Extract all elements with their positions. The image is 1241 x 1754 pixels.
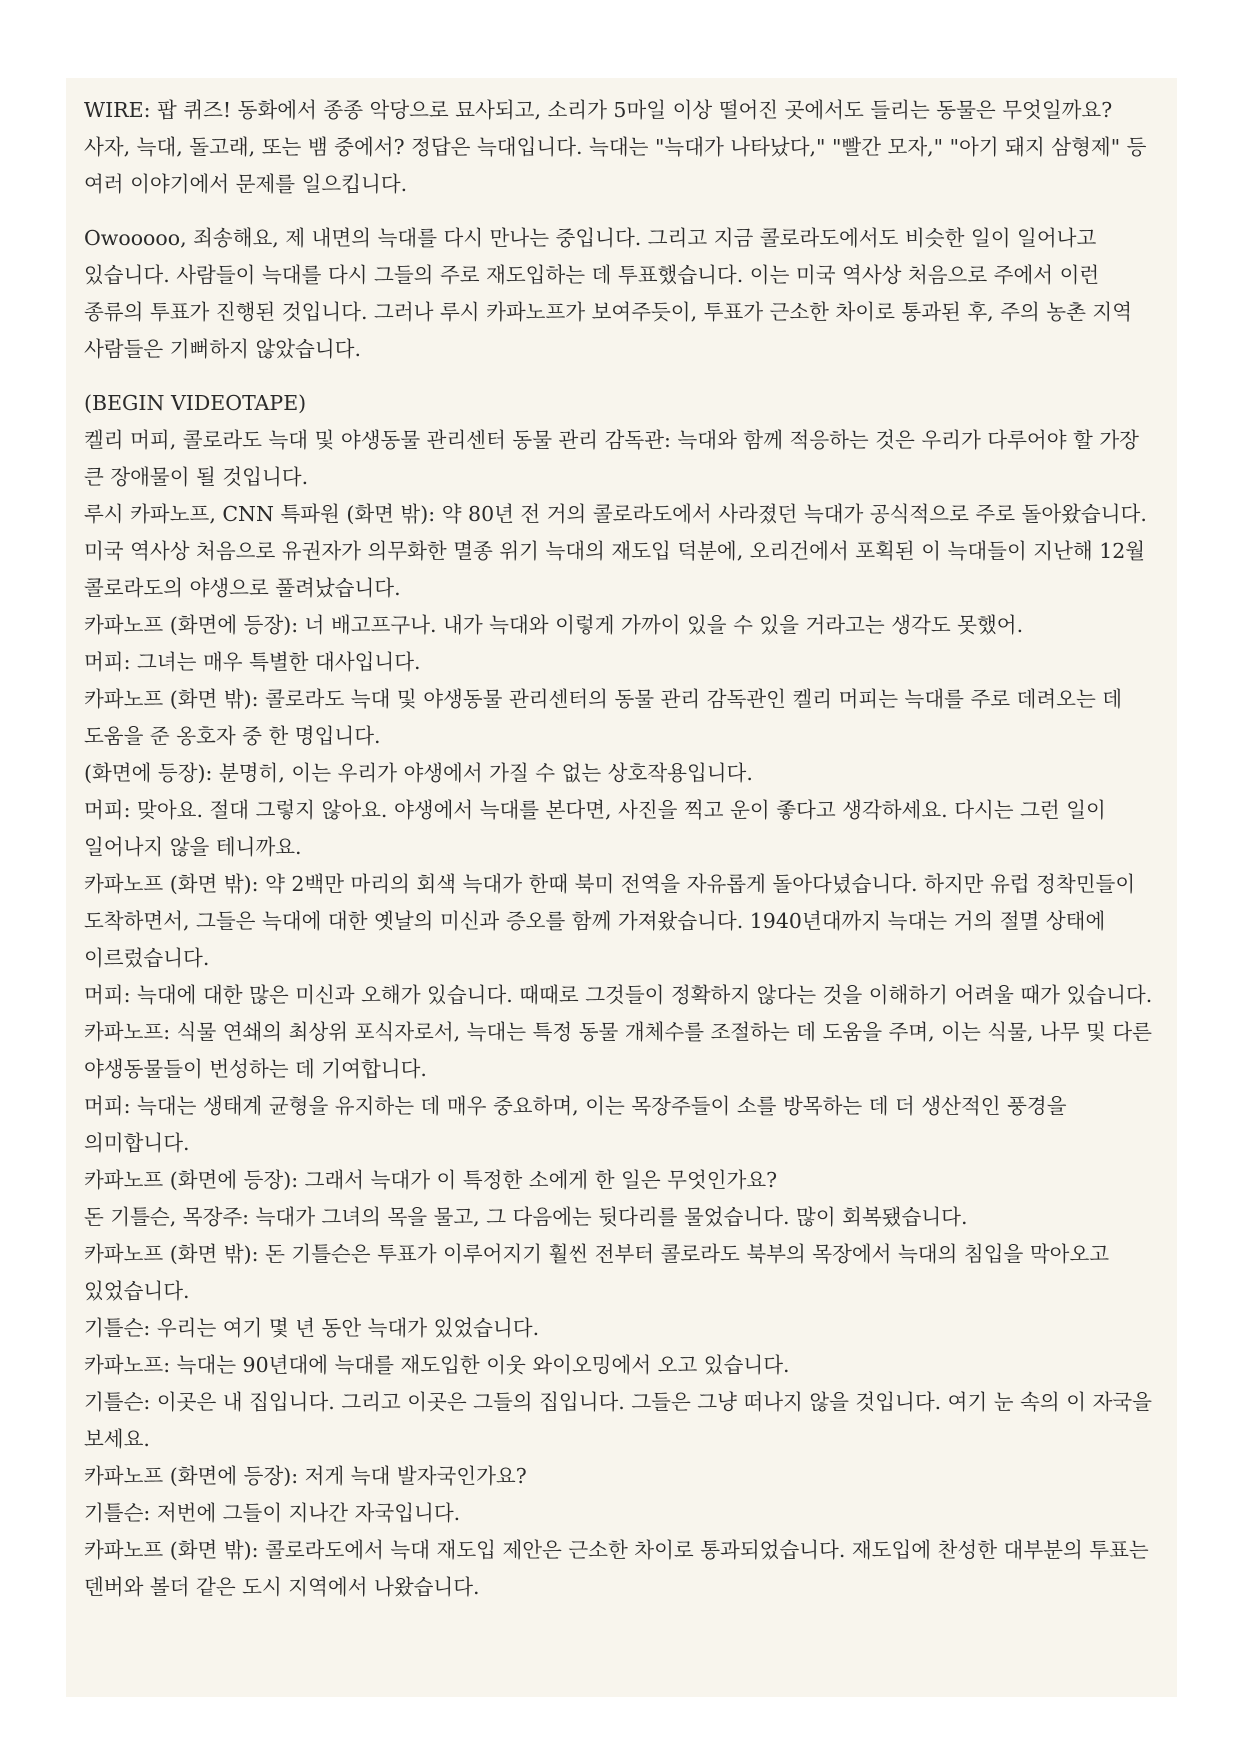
transcript-line: (BEGIN VIDEOTAPE): [84, 391, 307, 415]
transcript-line: 돈 기틀슨, 목장주: 늑대가 그녀의 목을 물고, 그 다음에는 뒷다리를 물었습니다. 많이 회복됐습니다.: [84, 1205, 968, 1229]
transcript-line: 카파노프: 늑대는 90년대에 늑대를 재도입한 이웃 와이오밍에서 오고 있습니다.: [84, 1353, 790, 1377]
transcript-line: 카파노프 (화면에 등장): 저게 늑대 발자국인가요?: [84, 1464, 527, 1488]
transcript-line: 기틀슨: 이곳은 내 집입니다. 그리고 이곳은 그들의 집입니다. 그들은 그냥 떠나지 않을 것입니다. 여기 눈 속의 이 자국을 보세요.: [84, 1390, 1152, 1451]
transcript-line: 카파노프 (화면에 등장): 너 배고프구나. 내가 늑대와 이렇게 가까이 있을 수 있을 거라고는 생각도 못했어.: [84, 613, 1024, 637]
transcript-line: 머피: 그녀는 매우 특별한 대사입니다.: [84, 650, 421, 674]
transcript-line: 기틀슨: 우리는 여기 몇 년 동안 늑대가 있었습니다.: [84, 1316, 540, 1340]
transcript-line: 켈리 머피, 콜로라도 늑대 및 야생동물 관리센터 동물 관리 감독관: 늑대와 함께 적응하는 것은 우리가 다루어야 할 가장 큰 장애물이 될 것입니다.: [84, 428, 1139, 489]
transcript-line: 카파노프 (화면 밖): 콜로라도 늑대 및 야생동물 관리센터의 동물 관리 감독관인 켈리 머피는 늑대를 주로 데려오는 데 도움을 준 옹호자 중 한 명입니다.: [84, 687, 1123, 748]
transcript-line: (화면에 등장): 분명히, 이는 우리가 야생에서 가질 수 없는 상호작용입니다.: [84, 761, 753, 785]
transcript-line: 카파노프 (화면 밖): 돈 기틀슨은 투표가 이루어지기 훨씬 전부터 콜로라도 북부의 목장에서 늑대의 침입을 막아오고 있었습니다.: [84, 1242, 1110, 1303]
context-paragraph: Owooooo, 죄송해요, 제 내면의 늑대를 다시 만나는 중입니다. 그리고 지금 콜로라도에서도 비슷한 일이 일어나고 있습니다. 사람들이 늑대를 다시 그들의 주로 재도입하는 데 투표했습니다. 이는 미국 역사상 처음으로 주에서 이런 종류의 투표가 진행된 것입니다. 그러나 루시 카파노프가 보여주듯이, 투표가 근소한 차이로 통과된 후, 주의 농촌 지역 사람들은 기뻐하지 않았습니다.: [84, 226, 1133, 361]
transcript-line: 카파노프 (화면 밖): 콜로라도에서 늑대 재도입 제안은 근소한 차이로 통과되었습니다. 재도입에 찬성한 대부분의 투표는 덴버와 볼더 같은 도시 지역에서 나왔습니다.: [84, 1538, 1149, 1599]
transcript-line: 기틀슨: 저번에 그들이 지나간 자국입니다.: [84, 1501, 461, 1525]
transcript-line: 카파노프: 식물 연쇄의 최상위 포식자로서, 늑대는 특정 동물 개체수를 조절하는 데 도움을 주며, 이는 식물, 나무 및 다른 야생동물들이 번성하는 데 기여합니다.: [84, 1020, 1152, 1081]
transcript-line: 머피: 늑대에 대한 많은 미신과 오해가 있습니다. 때때로 그것들이 정확하지 않다는 것을 이해하기 어려울 때가 있습니다.: [84, 983, 1153, 1007]
transcript: [84, 385, 1160, 1606]
transcript-line: 머피: 맞아요. 절대 그렇지 않아요. 야생에서 늑대를 본다면, 사진을 찍고 운이 좋다고 생각하세요. 다시는 그런 일이 일어나지 않을 테니까요.: [84, 798, 1106, 859]
transcript-line: 머피: 늑대는 생태계 균형을 유지하는 데 매우 중요하며, 이는 목장주들이 소를 방목하는 데 더 생산적인 풍경을 의미합니다.: [84, 1094, 1067, 1155]
transcript-line: 카파노프 (화면에 등장): 그래서 늑대가 이 특정한 소에게 한 일은 무엇인가요?: [84, 1168, 778, 1192]
document-page: [66, 78, 1177, 1697]
intro-paragraph: WIRE: 팝 퀴즈! 동화에서 종종 악당으로 묘사되고, 소리가 5마일 이상 떨어진 곳에서도 들리는 동물은 무엇일까요? 사자, 늑대, 돌고래, 또는 뱀 중에서? 정답은 늑대입니다. 늑대는 "늑대가 나타났다," "빨간 모자," "아기 돼지 삼형제" 등 여러 이야기에서 문제를 일으킵니다.: [84, 98, 1147, 196]
transcript-line: 루시 카파노프, CNN 특파원 (화면 밖): 약 80년 전 거의 콜로라도에서 사라졌던 늑대가 공식적으로 주로 돌아왔습니다. 미국 역사상 처음으로 유권자가 의무화한 멸종 위기 늑대의 재도입 덕분에, 오리건에서 포획된 이 늑대들이 지난해 12월 콜로라도의 야생으로 풀려났습니다.: [84, 502, 1147, 600]
transcript-line: 카파노프 (화면 밖): 약 2백만 마리의 회색 늑대가 한때 북미 전역을 자유롭게 돌아다녔습니다. 하지만 유럽 정착민들이 도착하면서, 그들은 늑대에 대한 옛날의 미신과 증오를 함께 가져왔습니다. 1940년대까지 늑대는 거의 절멸 상태에 이르렀습니다.: [84, 872, 1136, 970]
